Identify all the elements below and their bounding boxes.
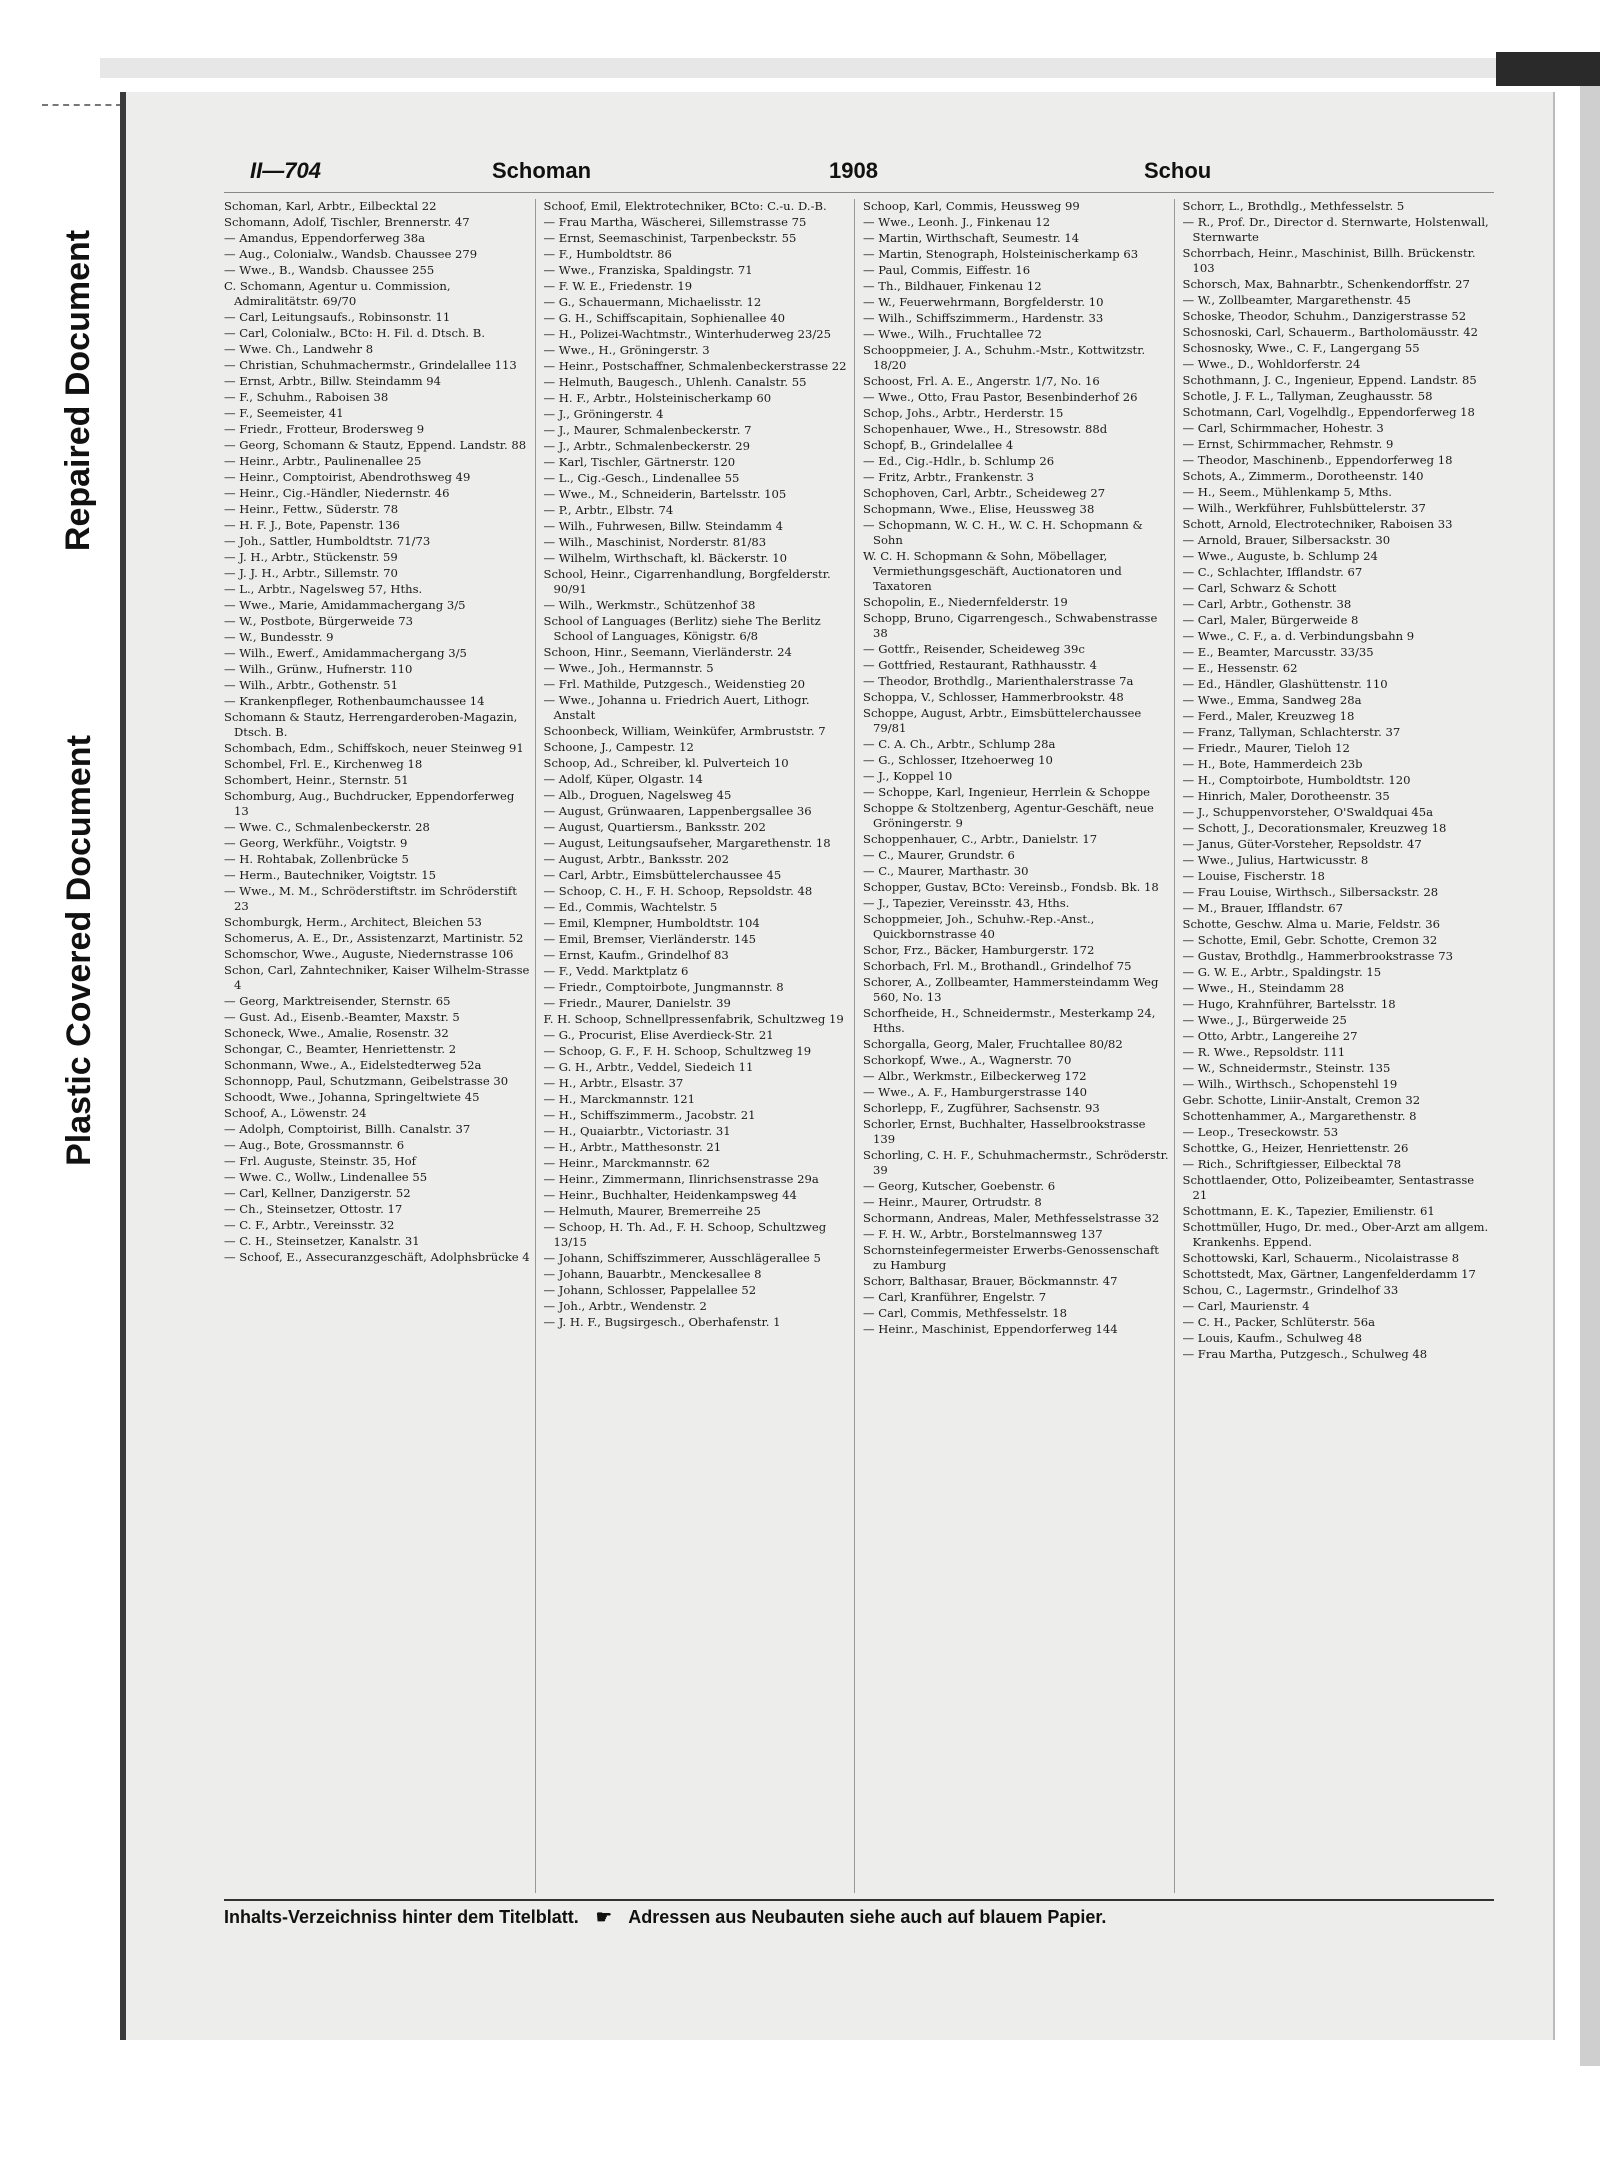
directory-entry: Schomerus, A. E., Dr., Assistenzarzt, Martinistr. 52 — [224, 931, 524, 945]
page-content — [224, 152, 1494, 1928]
directory-entry: Schorbach, Frl. M., Brothandl., Grindelhof 75 — [863, 959, 1132, 973]
directory-entry: — Wwe., Julius, Hartwicusstr. 8 — [1182, 853, 1369, 867]
directory-entry: — Franz, Tallyman, Schlachterstr. 37 — [1182, 725, 1401, 739]
directory-entry: Schomburg, Aug., Buchdrucker, Eppendorferweg 13 — [224, 789, 515, 818]
directory-entry: — Heinr., Maurer, Ortrudstr. 8 — [863, 1195, 1042, 1209]
directory-entry: — Helmuth, Maurer, Bremerreihe 25 — [543, 1204, 761, 1218]
directory-entry: Schoof, A., Löwenstr. 24 — [224, 1106, 367, 1120]
directory-entry: — Wwe., B., Wandsb. Chaussee 255 — [224, 263, 435, 277]
directory-entry: — Wwe., M. M., Schröderstiftstr. im Schröderstift 23 — [224, 884, 517, 913]
directory-entry: Schooppmeier, J. A., Schuhm.-Mstr., Kottwitzstr. 18/20 — [863, 343, 1146, 372]
directory-entry: Schop, Johs., Arbtr., Herderstr. 15 — [863, 406, 1064, 420]
directory-entry: — Schoop, G. F., F. H. Schoop, Schultzweg 19 — [543, 1044, 812, 1058]
page-number: II—704 — [250, 158, 321, 183]
directory-entry: — Schopmann, W. C. H., W. C. H. Schopmann & Sohn — [863, 518, 1143, 547]
directory-entry: Schoonbeck, William, Weinküfer, Armbruststr. 7 — [543, 724, 826, 738]
directory-entry: — Friedr., Maurer, Tieloh 12 — [1182, 741, 1350, 755]
directory-entry: Schopper, Gustav, BCto: Vereinsb., Fondsb. Bk. 18 — [863, 880, 1159, 894]
directory-entry: — Otto, Arbtr., Langereihe 27 — [1182, 1029, 1358, 1043]
directory-entry: — Wwe., Marie, Amidammachergang 3/5 — [224, 598, 466, 612]
directory-entry: Schoppa, V., Schlosser, Hammerbrookstr. 48 — [863, 690, 1124, 704]
directory-entry: Schoppe & Stoltzenberg, Agentur-Geschäft, neue Gröningerstr. 9 — [863, 801, 1154, 830]
directory-entry: — Wwe., M., Schneiderin, Bartelsstr. 105 — [543, 487, 787, 501]
directory-entry: — Ernst, Kaufm., Grindelhof 83 — [543, 948, 729, 962]
directory-entry: — C. F., Arbtr., Vereinsstr. 32 — [224, 1218, 395, 1232]
directory-entry: — C., Schlachter, Ifflandstr. 67 — [1182, 565, 1363, 579]
directory-columns — [224, 199, 1494, 1893]
directory-entry: — Wwe., Joh., Hermannstr. 5 — [543, 661, 714, 675]
directory-entry: — Wwe., Otto, Frau Pastor, Besenbinderhof 26 — [863, 390, 1138, 404]
directory-entry: — Heinr., Cig.-Händler, Niedernstr. 46 — [224, 486, 450, 500]
directory-entry: — Ed., Cig.-Hdlr., b. Schlump 26 — [863, 454, 1055, 468]
directory-entry: Schottke, G., Heizer, Henriettenstr. 26 — [1182, 1141, 1409, 1155]
footer-right: Adressen aus Neubauten siehe auch auf blauem Papier. — [628, 1907, 1107, 1927]
directory-entry: — Wilh., Ewerf., Amidammachergang 3/5 — [224, 646, 467, 660]
directory-entry: — W., Feuerwehrmann, Borgfelderstr. 10 — [863, 295, 1104, 309]
directory-entry: — Hugo, Krahnführer, Bartelsstr. 18 — [1182, 997, 1396, 1011]
directory-entry: — G., Schlosser, Itzehoerweg 10 — [863, 753, 1053, 767]
directory-entry: — F., Schuhm., Raboisen 38 — [224, 390, 389, 404]
page-footer — [224, 1899, 1494, 1928]
column-3 — [863, 199, 1175, 1893]
directory-entry: — H., Bote, Hammerdeich 23b — [1182, 757, 1363, 771]
directory-entry: Schoppe, August, Arbtr., Eimsbüttelerchaussee 79/81 — [863, 706, 1142, 735]
directory-entry: Schopenhauer, Wwe., H., Stresowstr. 88d — [863, 422, 1108, 436]
directory-entry: — Theodor, Maschinenb., Eppendorferweg 18 — [1182, 453, 1453, 467]
dashed-rule — [42, 104, 122, 106]
directory-entry: Schophoven, Carl, Arbtr., Scheideweg 27 — [863, 486, 1106, 500]
directory-entry: — Carl, Schwarz & Schott — [1182, 581, 1337, 595]
directory-entry: — Carl, Arbtr., Eimsbüttelerchaussee 45 — [543, 868, 782, 882]
directory-entry: — G. H., Arbtr., Veddel, Siedeich 11 — [543, 1060, 754, 1074]
header-right-keyword: Schou — [1144, 158, 1212, 183]
directory-entry: Schombach, Edm., Schiffskoch, neuer Steinweg 91 — [224, 741, 524, 755]
directory-entry: Schorgalla, Georg, Maler, Fruchtallee 80/82 — [863, 1037, 1123, 1051]
directory-entry: — Carl, Kranführer, Engelstr. 7 — [863, 1290, 1047, 1304]
directory-entry: — E., Hessenstr. 62 — [1182, 661, 1298, 675]
directory-entry: — Christian, Schuhmachermstr., Grindelallee 113 — [224, 358, 517, 372]
directory-entry: Schor, Frz., Bäcker, Hamburgerstr. 172 — [863, 943, 1095, 957]
directory-entry: — Frau Martha, Putzgesch., Schulweg 48 — [1182, 1347, 1428, 1361]
directory-entry: — Wilh., Werkführer, Fuhlsbüttelerstr. 37 — [1182, 501, 1426, 515]
directory-entry: — Wilh., Fuhrwesen, Billw. Steindamm 4 — [543, 519, 783, 533]
directory-entry: — Wilh., Grünw., Hufnerstr. 110 — [224, 662, 413, 676]
directory-entry: — F. W. E., Friedenstr. 19 — [543, 279, 693, 293]
directory-entry: — Wilh., Arbtr., Gothenstr. 51 — [224, 678, 398, 692]
directory-entry: — Martin, Stenograph, Holsteinischerkamp 63 — [863, 247, 1139, 261]
directory-entry: — Wwe., J., Bürgerweide 25 — [1182, 1013, 1347, 1027]
directory-entry: Schoppmeier, Joh., Schuhw.-Rep.-Anst., Quickbornstrasse 40 — [863, 912, 1095, 941]
directory-entry: — Th., Bildhauer, Finkenau 12 — [863, 279, 1042, 293]
directory-entry: — R. Wwe., Repsoldstr. 111 — [1182, 1045, 1346, 1059]
directory-entry: Schottmann, E. K., Tapezier, Emilienstr. 61 — [1182, 1204, 1435, 1218]
directory-entry: — Ernst, Arbtr., Billw. Steindamm 94 — [224, 374, 442, 388]
directory-entry: — Adolph, Comptoirist, Billh. Canalstr. 37 — [224, 1122, 471, 1136]
directory-entry: Schombel, Frl. E., Kirchenweg 18 — [224, 757, 423, 771]
directory-entry: — Wwe. C., Schmalenbeckerstr. 28 — [224, 820, 430, 834]
directory-entry: — Wwe., Auguste, b. Schlump 24 — [1182, 549, 1378, 563]
directory-entry: — Heinr., Marckmannstr. 62 — [543, 1156, 710, 1170]
column-4 — [1183, 199, 1495, 1893]
directory-entry: — F., Humboldtstr. 86 — [543, 247, 672, 261]
document-page — [120, 92, 1555, 2040]
directory-entry: — Louis, Kaufm., Schulweg 48 — [1182, 1331, 1363, 1345]
directory-entry: — August, Quartiersm., Banksstr. 202 — [543, 820, 766, 834]
directory-entry: — Georg, Schomann & Stautz, Eppend. Landstr. 88 — [224, 438, 527, 452]
directory-entry: Schombert, Heinr., Sternstr. 51 — [224, 773, 409, 787]
directory-entry: — J., Maurer, Schmalenbeckerstr. 7 — [543, 423, 752, 437]
directory-entry: Schou, C., Lagermstr., Grindelhof 33 — [1182, 1283, 1399, 1297]
directory-entry: — Carl, Commis, Methfesselstr. 18 — [863, 1306, 1068, 1320]
directory-entry: — G. H., Schiffscapitain, Sophienallee 40 — [543, 311, 785, 325]
directory-entry: Schorfheide, H., Schneidermstr., Mesterkamp 24, Hths. — [863, 1006, 1156, 1035]
directory-entry: Schorr, Balthasar, Brauer, Böckmannstr. 47 — [863, 1274, 1118, 1288]
directory-entry: Schorsch, Max, Bahnarbtr., Schenkendorffstr. 27 — [1182, 277, 1470, 291]
directory-entry: — Janus, Güter-Vorsteher, Repsoldstr. 47 — [1182, 837, 1422, 851]
directory-entry: Schorler, Ernst, Buchhalter, Hasselbrookstrasse 139 — [863, 1117, 1146, 1146]
directory-entry: — Ch., Steinsetzer, Ottostr. 17 — [224, 1202, 403, 1216]
directory-entry: Schottlaender, Otto, Polizeibeamter, Sentastrasse 21 — [1182, 1173, 1475, 1202]
directory-entry: — Aug., Bote, Grossmannstr. 6 — [224, 1138, 405, 1152]
directory-entry: — Wwe., Emma, Sandweg 28a — [1182, 693, 1362, 707]
directory-entry: — F. H. W., Arbtr., Borstelmannsweg 137 — [863, 1227, 1103, 1241]
directory-entry: Schothmann, J. C., Ingenieur, Eppend. Landstr. 85 — [1182, 373, 1477, 387]
directory-entry: — Carl, Leitungsaufs., Robinsonstr. 11 — [224, 310, 451, 324]
directory-entry: — J., Gröningerstr. 4 — [543, 407, 664, 421]
directory-entry: — Gottfr., Reisender, Scheideweg 39c — [863, 642, 1085, 656]
directory-entry: — W., Postbote, Bürgerweide 73 — [224, 614, 414, 628]
directory-entry: — Gottfried, Restaurant, Rathhausstr. 4 — [863, 658, 1098, 672]
directory-entry: Schopp, Bruno, Cigarrengesch., Schwabenstrasse 38 — [863, 611, 1158, 640]
column-1 — [224, 199, 536, 1893]
directory-entry: Schorkopf, Wwe., A., Wagnerstr. 70 — [863, 1053, 1072, 1067]
directory-entry: — F., Seemeister, 41 — [224, 406, 344, 420]
pointer-icon: ☛ — [595, 1907, 612, 1927]
directory-entry: — Emil, Klempner, Humboldtstr. 104 — [543, 916, 760, 930]
right-clip-dark — [1496, 52, 1600, 86]
directory-entry: — August, Arbtr., Banksstr. 202 — [543, 852, 730, 866]
directory-entry: — W., Schneidermstr., Steinstr. 135 — [1182, 1061, 1391, 1075]
directory-entry: — Johann, Bauarbtr., Menckesallee 8 — [543, 1267, 762, 1281]
directory-entry: — Wilh., Maschinist, Norderstr. 81/83 — [543, 535, 767, 549]
directory-entry: — Krankenpfleger, Rothenbaumchaussee 14 — [224, 694, 485, 708]
directory-entry: — Wwe., C. F., a. d. Verbindungsbahn 9 — [1182, 629, 1415, 643]
directory-entry: — Albr., Werkmstr., Eilbeckerweg 172 — [863, 1069, 1087, 1083]
directory-entry: — Carl, Arbtr., Gothenstr. 38 — [1182, 597, 1352, 611]
directory-entry: — C., Maurer, Grundstr. 6 — [863, 848, 1015, 862]
directory-entry: Schots, A., Zimmerm., Dorotheenstr. 140 — [1182, 469, 1424, 483]
directory-entry: — Johann, Schiffszimmerer, Ausschlägerallee 5 — [543, 1251, 821, 1265]
directory-entry: — Heinr., Buchhalter, Heidenkampsweg 44 — [543, 1188, 797, 1202]
directory-entry: — J. J. H., Arbtr., Sillemstr. 70 — [224, 566, 398, 580]
side-label-plastic: Plastic Covered Document — [59, 734, 98, 1166]
directory-entry: — Wwe., Johanna u. Friedrich Auert, Lithogr. Anstalt — [543, 693, 810, 722]
directory-entry: — Amandus, Eppendorferweg 38a — [224, 231, 426, 245]
directory-entry: Schonnopp, Paul, Schutzmann, Geibelstrasse 30 — [224, 1074, 509, 1088]
directory-entry: Schoppenhauer, C., Arbtr., Danielstr. 17 — [863, 832, 1098, 846]
directory-entry: School of Languages (Berlitz) siehe The Berlitz School of Languages, Königstr. 6/8 — [543, 614, 821, 643]
directory-entry: Schornsteinfegermeister Erwerbs-Genossenschaft zu Hamburg — [863, 1243, 1159, 1272]
directory-entry: — Theodor, Brothdlg., Marienthalerstrasse 7a — [863, 674, 1134, 688]
directory-entry: — Hinrich, Maler, Dorotheenstr. 35 — [1182, 789, 1390, 803]
directory-entry: — Wilh., Wirthsch., Schopenstehl 19 — [1182, 1077, 1398, 1091]
directory-entry: — Friedr., Frotteur, Brodersweg 9 — [224, 422, 425, 436]
directory-entry: School, Heinr., Cigarrenhandlung, Borgfelderstr. 90/91 — [543, 567, 831, 596]
directory-entry: — E., Beamter, Marcusstr. 33/35 — [1182, 645, 1374, 659]
directory-entry: — Aug., Colonialw., Wandsb. Chaussee 279 — [224, 247, 478, 261]
directory-entry: Schottenhammer, A., Margarethenstr. 8 — [1182, 1109, 1417, 1123]
directory-entry: Schomschor, Wwe., Auguste, Niedernstrasse 106 — [224, 947, 514, 961]
directory-entry: — Rich., Schriftgiesser, Eilbecktal 78 — [1182, 1157, 1402, 1171]
directory-entry: — Gust. Ad., Eisenb.-Beamter, Maxstr. 5 — [224, 1010, 460, 1024]
directory-entry: — Wilh., Schiffszimmerm., Hardenstr. 33 — [863, 311, 1104, 325]
directory-entry: Schottowski, Karl, Schauerm., Nicolaistrasse 8 — [1182, 1251, 1460, 1265]
header-year: 1908 — [829, 158, 878, 183]
directory-entry: — J., Tapezier, Vereinsstr. 43, Hths. — [863, 896, 1070, 910]
directory-entry: Schoman, Karl, Arbtr., Eilbecktal 22 — [224, 199, 437, 213]
directory-entry: — H., Comptoirbote, Humboldtstr. 120 — [1182, 773, 1411, 787]
directory-entry: — Carl, Colonialw., BCto: H. Fil. d. Dtsch. B. — [224, 326, 486, 340]
directory-entry: Schomburgk, Herm., Architect, Bleichen 53 — [224, 915, 482, 929]
directory-entry: Schopf, B., Grindelallee 4 — [863, 438, 1014, 452]
directory-entry: — Ed., Commis, Wachtelstr. 5 — [543, 900, 718, 914]
directory-entry: — Carl, Maurienstr. 4 — [1182, 1299, 1310, 1313]
directory-entry: Schopmann, Wwe., Elise, Heussweg 38 — [863, 502, 1095, 516]
directory-entry: — Wwe., D., Wohldorferstr. 24 — [1182, 357, 1361, 371]
directory-entry: Schoop, Ad., Schreiber, kl. Pulverteich 10 — [543, 756, 789, 770]
directory-entry: — Ernst, Seemaschinist, Tarpenbeckstr. 55 — [543, 231, 797, 245]
directory-entry: — H., Quaiarbtr., Victoriastr. 31 — [543, 1124, 731, 1138]
directory-entry: — Helmuth, Baugesch., Uhlenh. Canalstr. 55 — [543, 375, 807, 389]
directory-entry: — G., Procurist, Elise Averdieck-Str. 21 — [543, 1028, 774, 1042]
directory-entry: — C. A. Ch., Arbtr., Schlump 28a — [863, 737, 1056, 751]
directory-entry: — Wilh., Werkmstr., Schützenhof 38 — [543, 598, 756, 612]
directory-entry: — Schott, J., Decorationsmaler, Kreuzweg 18 — [1182, 821, 1447, 835]
directory-entry: — Friedr., Maurer, Danielstr. 39 — [543, 996, 731, 1010]
directory-entry: Schottmüller, Hugo, Dr. med., Ober-Arzt am allgem. Krankenhs. Eppend. — [1182, 1220, 1489, 1249]
directory-entry: — Louise, Fischerstr. 18 — [1182, 869, 1325, 883]
directory-entry: — H., Polizei-Wachtmstr., Winterhuderweg 23/25 — [543, 327, 832, 341]
directory-entry: Schomann, Adolf, Tischler, Brennerstr. 47 — [224, 215, 470, 229]
directory-entry: Schotte, Geschw. Alma u. Marie, Feldstr. 36 — [1182, 917, 1441, 931]
directory-entry: Schottstedt, Max, Gärtner, Langenfelderdamm 17 — [1182, 1267, 1476, 1281]
directory-entry: — M., Brauer, Ifflandstr. 67 — [1182, 901, 1343, 915]
directory-entry: — Carl, Schirmmacher, Hohestr. 3 — [1182, 421, 1384, 435]
directory-entry: Schopolin, E., Niedernfelderstr. 19 — [863, 595, 1068, 609]
directory-entry: — Heinr., Zimmermann, Ilinrichsenstrasse 29a — [543, 1172, 819, 1186]
page-header — [224, 152, 1494, 193]
directory-entry: — Ernst, Schirmmacher, Rehmstr. 9 — [1182, 437, 1394, 451]
directory-entry: — W., Zollbeamter, Margarethenstr. 45 — [1182, 293, 1412, 307]
directory-entry: Schoneck, Wwe., Amalie, Rosenstr. 32 — [224, 1026, 449, 1040]
directory-entry: — J., Arbtr., Schmalenbeckerstr. 29 — [543, 439, 750, 453]
directory-entry: Schormann, Andreas, Maler, Methfesselstrasse 32 — [863, 1211, 1160, 1225]
directory-entry: — P., Arbtr., Elbstr. 74 — [543, 503, 674, 517]
directory-entry: Schoske, Theodor, Schuhm., Danzigerstrasse 52 — [1182, 309, 1467, 323]
directory-entry: — Georg, Werkführ., Voigtstr. 9 — [224, 836, 408, 850]
directory-entry: Schorer, A., Zollbeamter, Hammersteindamm Weg 560, No. 13 — [863, 975, 1159, 1004]
directory-entry: — Carl, Kellner, Danzigerstr. 52 — [224, 1186, 411, 1200]
directory-entry: — Schoop, H. Th. Ad., F. H. Schoop, Schultzweg 13/15 — [543, 1220, 827, 1249]
directory-entry: — J. H. F., Bugsirgesch., Oberhafenstr. 1 — [543, 1315, 781, 1329]
directory-entry: — Adolf, Küper, Olgastr. 14 — [543, 772, 703, 786]
directory-entry: W. C. H. Schopmann & Sohn, Möbellager, Vermiethungsgeschäft, Auctionatoren und Taxatoren — [863, 549, 1122, 593]
directory-entry: Schon, Carl, Zahntechniker, Kaiser Wilhelm-Strasse 4 — [224, 963, 530, 992]
directory-entry: — C. H., Packer, Schlüterstr. 56a — [1182, 1315, 1376, 1329]
directory-entry: — Heinr., Maschinist, Eppendorferweg 144 — [863, 1322, 1118, 1336]
directory-entry: — C., Maurer, Marthastr. 30 — [863, 864, 1029, 878]
directory-entry: — Leop., Treseckowstr. 53 — [1182, 1125, 1339, 1139]
directory-entry: — Frl. Mathilde, Putzgesch., Weidenstieg 20 — [543, 677, 806, 691]
directory-entry: Schorrbach, Heinr., Maschinist, Billh. Brückenstr. 103 — [1182, 246, 1476, 275]
directory-entry: — Alb., Droguen, Nagelsweg 45 — [543, 788, 732, 802]
directory-entry: Schonmann, Wwe., A., Eidelstedterweg 52a — [224, 1058, 482, 1072]
directory-entry: — Georg, Marktreisender, Sternstr. 65 — [224, 994, 451, 1008]
directory-entry: Schorr, L., Brothdlg., Methfesselstr. 5 — [1182, 199, 1405, 213]
directory-entry: — Gustav, Brothdlg., Hammerbrookstrasse 73 — [1182, 949, 1453, 963]
directory-entry: — H., Marckmannstr. 121 — [543, 1092, 696, 1106]
directory-entry: — Frau Louise, Wirthsch., Silbersackstr. 28 — [1182, 885, 1439, 899]
directory-entry: — J., Koppel 10 — [863, 769, 953, 783]
directory-entry: — Schotte, Emil, Gebr. Schotte, Cremon 32 — [1182, 933, 1438, 947]
directory-entry: — Schoof, E., Assecuranzgeschäft, Adolphsbrücke 4 — [224, 1250, 530, 1264]
directory-entry: — Johann, Schlosser, Pappelallee 52 — [543, 1283, 757, 1297]
directory-entry: — L., Arbtr., Nagelsweg 57, Hths. — [224, 582, 423, 596]
directory-entry: — H. Rohtabak, Zollenbrücke 5 — [224, 852, 409, 866]
directory-entry: — Joh., Arbtr., Wendenstr. 2 — [543, 1299, 707, 1313]
directory-entry: — Schoop, C. H., F. H. Schoop, Repsoldstr. 48 — [543, 884, 813, 898]
directory-entry: — Heinr., Comptoirist, Abendrothsweg 49 — [224, 470, 471, 484]
directory-entry: — F., Vedd. Marktplatz 6 — [543, 964, 689, 978]
directory-entry: — W., Bundesstr. 9 — [224, 630, 334, 644]
directory-entry: — August, Leitungsaufseher, Margarethenstr. 18 — [543, 836, 831, 850]
directory-entry: — H., Seem., Mühlenkamp 5, Mths. — [1182, 485, 1392, 499]
directory-entry: Gebr. Schotte, Liniir-Anstalt, Cremon 32 — [1182, 1093, 1421, 1107]
directory-entry: Schosnoski, Carl, Schauerm., Bartholomäusstr. 42 — [1182, 325, 1479, 339]
directory-entry: — Wwe., Leonh. J., Finkenau 12 — [863, 215, 1051, 229]
directory-entry: — C. H., Steinsetzer, Kanalstr. 31 — [224, 1234, 420, 1248]
directory-entry: — H. F., Arbtr., Holsteinischerkamp 60 — [543, 391, 772, 405]
directory-entry: — Wwe., A. F., Hamburgerstrasse 140 — [863, 1085, 1087, 1099]
directory-entry: Schoost, Frl. A. E., Angerstr. 1/7, No. 16 — [863, 374, 1100, 388]
directory-entry: — Frau Martha, Wäscherei, Sillemstrasse 75 — [543, 215, 807, 229]
directory-entry: Schorling, C. H. F., Schuhmachermstr., Schröderstr. 39 — [863, 1148, 1169, 1177]
directory-entry: — H., Arbtr., Elsastr. 37 — [543, 1076, 684, 1090]
directory-entry: Schomann & Stautz, Herrengarderoben-Magazin, Dtsch. B. — [224, 710, 518, 739]
directory-entry: Schoop, Karl, Commis, Heussweg 99 — [863, 199, 1080, 213]
header-left-keyword: Schoman — [492, 158, 592, 183]
directory-entry: Schosnosky, Wwe., C. F., Langergang 55 — [1182, 341, 1420, 355]
directory-entry: — Karl, Tischler, Gärtnerstr. 120 — [543, 455, 736, 469]
directory-entry: — Georg, Kutscher, Goebenstr. 6 — [863, 1179, 1056, 1193]
directory-entry: — J. H., Arbtr., Stückenstr. 59 — [224, 550, 398, 564]
directory-entry: Schoof, Emil, Elektrotechniker, BCto: C.-u. D.-B. — [543, 199, 827, 213]
directory-entry: — Herm., Bautechniker, Voigtstr. 15 — [224, 868, 436, 882]
directory-entry: — Paul, Commis, Eiffestr. 16 — [863, 263, 1031, 277]
directory-entry: — Wilhelm, Wirthschaft, kl. Bäckerstr. 10 — [543, 551, 787, 565]
directory-entry: — Carl, Maler, Bürgerweide 8 — [1182, 613, 1359, 627]
directory-entry: Schotle, J. F. L., Tallyman, Zeughausstr. 58 — [1182, 389, 1433, 403]
directory-entry: — Wwe., H., Gröningerstr. 3 — [543, 343, 710, 357]
top-clip-strip — [100, 58, 1600, 78]
directory-entry: — Wwe. C., Wollw., Lindenallee 55 — [224, 1170, 428, 1184]
directory-entry: — Heinr., Arbtr., Paulinenallee 25 — [224, 454, 422, 468]
directory-entry: — August, Grünwaaren, Lappenbergsallee 36 — [543, 804, 812, 818]
directory-entry: Schorlepp, F., Zugführer, Sachsenstr. 93 — [863, 1101, 1100, 1115]
directory-entry: — Heinr., Fettw., Süderstr. 78 — [224, 502, 399, 516]
directory-entry: — Arnold, Brauer, Silbersackstr. 30 — [1182, 533, 1391, 547]
directory-entry: — R., Prof. Dr., Director d. Sternwarte, Holstenwall, Sternwarte — [1182, 215, 1489, 244]
directory-entry: — Ferd., Maler, Kreuzweg 18 — [1182, 709, 1355, 723]
footer-left: Inhalts-Verzeichniss hinter dem Titelblatt. — [224, 1907, 579, 1927]
directory-entry: — Frl. Auguste, Steinstr. 35, Hof — [224, 1154, 416, 1168]
directory-entry: — H., Schiffszimmerm., Jacobstr. 21 — [543, 1108, 756, 1122]
column-2 — [544, 199, 856, 1893]
directory-entry: — J., Schuppenvorsteher, O'Swaldquai 45a — [1182, 805, 1434, 819]
directory-entry: F. H. Schoop, Schnellpressenfabrik, Schultzweg 19 — [543, 1012, 844, 1026]
directory-entry: — Emil, Bremser, Vierländerstr. 145 — [543, 932, 756, 946]
right-clip-strip — [1580, 86, 1600, 2066]
directory-entry: — Wwe., Wilh., Fruchtallee 72 — [863, 327, 1042, 341]
directory-entry: — Heinr., Postschaffner, Schmalenbeckerstrasse 22 — [543, 359, 847, 373]
directory-entry: Schongar, C., Beamter, Henriettenstr. 2 — [224, 1042, 457, 1056]
directory-entry: — Schoppe, Karl, Ingenieur, Herrlein & Schoppe — [863, 785, 1150, 799]
directory-entry: Schotmann, Carl, Vogelhdlg., Eppendorferweg 18 — [1182, 405, 1475, 419]
directory-entry: — L., Cig.-Gesch., Lindenallee 55 — [543, 471, 740, 485]
directory-entry: — Friedr., Comptoirbote, Jungmannstr. 8 — [543, 980, 784, 994]
directory-entry: — Wwe., H., Steindamm 28 — [1182, 981, 1345, 995]
directory-entry: — Fritz, Arbtr., Frankenstr. 3 — [863, 470, 1034, 484]
directory-entry: — G., Schauermann, Michaelisstr. 12 — [543, 295, 762, 309]
directory-entry: Schoodt, Wwe., Johanna, Springeltwiete 45 — [224, 1090, 480, 1104]
directory-entry: — Wwe. Ch., Landwehr 8 — [224, 342, 374, 356]
directory-entry: — H. F. J., Bote, Papenstr. 136 — [224, 518, 400, 532]
side-label-repaired: Repaired Document — [59, 229, 98, 551]
directory-entry: — G. W. E., Arbtr., Spaldingstr. 15 — [1182, 965, 1382, 979]
directory-entry: Schoon, Hinr., Seemann, Vierländerstr. 24 — [543, 645, 792, 659]
directory-entry: — Martin, Wirthschaft, Seumestr. 14 — [863, 231, 1080, 245]
directory-entry: Schott, Arnold, Electrotechniker, Raboisen 33 — [1182, 517, 1453, 531]
directory-entry: Schoone, J., Campestr. 12 — [543, 740, 694, 754]
directory-entry: C. Schomann, Agentur u. Commission, Admiralitätstr. 69/70 — [224, 279, 451, 308]
directory-entry: — Joh., Sattler, Humboldtstr. 71/73 — [224, 534, 431, 548]
directory-entry: — Wwe., Franziska, Spaldingstr. 71 — [543, 263, 753, 277]
directory-entry: — Ed., Händler, Glashüttenstr. 110 — [1182, 677, 1388, 691]
directory-entry: — H., Arbtr., Matthesonstr. 21 — [543, 1140, 722, 1154]
